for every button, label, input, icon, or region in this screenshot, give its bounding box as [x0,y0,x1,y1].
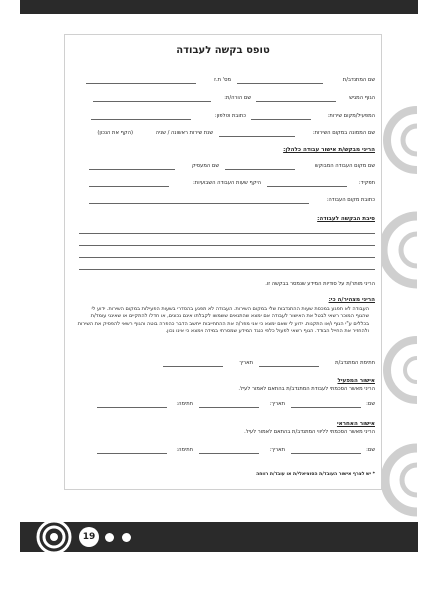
address-phone-field[interactable] [91,119,191,120]
volunteer-signature-label: חתימת המתנדב/ת [335,360,375,366]
reason-line-3[interactable] [79,257,375,258]
weekly-hours-field[interactable] [89,186,169,187]
employer-name-label: שם המעסיק [191,163,219,169]
volunteer-name-field[interactable] [237,83,323,84]
reason-heading: סיבת הבקשה לעבודה: [317,216,375,222]
employer-approval-text: הריני מאשר הסכמתי לעבודת המתנדב/ת בהתאם לאמור לעיל. [238,386,375,392]
declaration-heading: הריני מצהיר/ה כי: [328,297,375,303]
employer-label: המפעיל/מקום שירות: [327,113,375,119]
supervisor-label: שם הממונה במקום השירות: [312,130,375,136]
responsible-signature-field[interactable] [97,453,167,454]
parent-name-label: שם הורה/ת: [224,95,251,101]
volunteer-signature-field[interactable] [259,366,319,367]
employer-date-field[interactable] [199,407,259,408]
address-phone-label: כתובת וטלפון: [214,113,246,119]
reason-line-2[interactable] [79,245,375,246]
work-address-field[interactable] [89,203,309,204]
circle-note: (הקף את הנכון) [97,130,133,136]
top-dark-bar [20,0,418,14]
page-number: 19 [79,527,99,547]
reason-line-1[interactable] [79,233,375,234]
role-label: תפקיד: [358,180,375,186]
employer-signature-label: חתימה: [176,401,193,407]
responsible-name-field[interactable] [291,453,361,454]
submitting-body-field[interactable] [256,101,336,102]
employer-field[interactable] [251,119,311,120]
swirl-decoration [377,100,417,520]
work-address-label: כתובת מקום העבודה: [326,197,375,203]
submitting-body-label: הגוף המגיש [349,95,375,101]
responsible-date-field[interactable] [199,453,259,454]
id-number-field[interactable] [86,83,196,84]
responsible-approval-text: הריני מאשר הסכמתי לליווי המתנדב/ת בהתאם לאמור לעיל. [244,429,375,435]
job-request-form [64,34,382,490]
service-year-label: שנת שירות ראשונה / שניה [155,130,213,136]
work-section-heading: הריני מבקש/ת אישור עבודה כלהלן: [283,147,375,153]
consent-text: הריני מותר/ת על סודיות המידע שנמסר בבקשה זו. [265,281,375,287]
form-title: טופס בקשה לעבודה [176,45,270,56]
employer-date-label: תאריך: [269,401,285,407]
decor-dot-1 [105,533,114,542]
declaration-date-field[interactable] [163,366,223,367]
workplace-field[interactable] [225,169,295,170]
employer-signature-field[interactable] [97,407,167,408]
employer-name-sign-field[interactable] [291,407,361,408]
volunteer-name-label: שם המתנדב/ת [342,77,375,83]
employer-name-field[interactable] [89,169,175,170]
supervisor-field[interactable] [219,136,295,137]
responsible-date-label: תאריך: [269,447,285,453]
weekly-hours-label: היקף שעות העבודה השבועיות: [193,180,261,186]
role-field[interactable] [267,186,347,187]
declaration-date-label: תאריך [239,360,253,366]
employer-name-sign-label: שם: [366,401,375,407]
responsible-name-label: שם: [366,447,375,453]
spiral-logo-icon [36,519,72,555]
parent-name-field[interactable] [93,101,211,102]
reason-line-4[interactable] [79,269,375,270]
decor-dot-2 [122,533,131,542]
id-number-label: מס' ת.ז [214,77,231,83]
responsible-approval-heading: אישור האחראי [336,421,375,427]
footnote: * יש לצרף אישור העובד/ת הסוציאלי/ת או עובד/ת רווחה [256,472,375,477]
employer-approval-heading: אישור המפעיל [337,378,375,384]
declaration-text: העבודה לא תפגע במכסת שעות ההתנדבות שלי במקום השירות. העבודה לא תפגע בהסדרי בשעות הפעילות במקום השירות. ידוע לי שהגוף המוכר רשאי לבטל את האישור לעבודה אם ימצא שהתנאים ששמשו לקבלתו אינם נכונים, או חדלו להתקיים או שאינני עומד/ת בכללים ע"י הגוף ו/או התקנות. ידוע לי שאם ימצא כי אני מפר/ה את ההתחייבות ייחשב הדבר כהפרה בוטה והגוף רשאי להפסיק את השירות ולהחזיר את החייל הבודד. הגוף רשאי לפעול כלפי כנגד המידע שמסרתי במידה וימצא כי אינו נכון. [77,306,369,335]
responsible-signature-label: חתימה: [176,447,193,453]
workplace-label: שם מקום העבודה המבוקש [314,163,375,169]
